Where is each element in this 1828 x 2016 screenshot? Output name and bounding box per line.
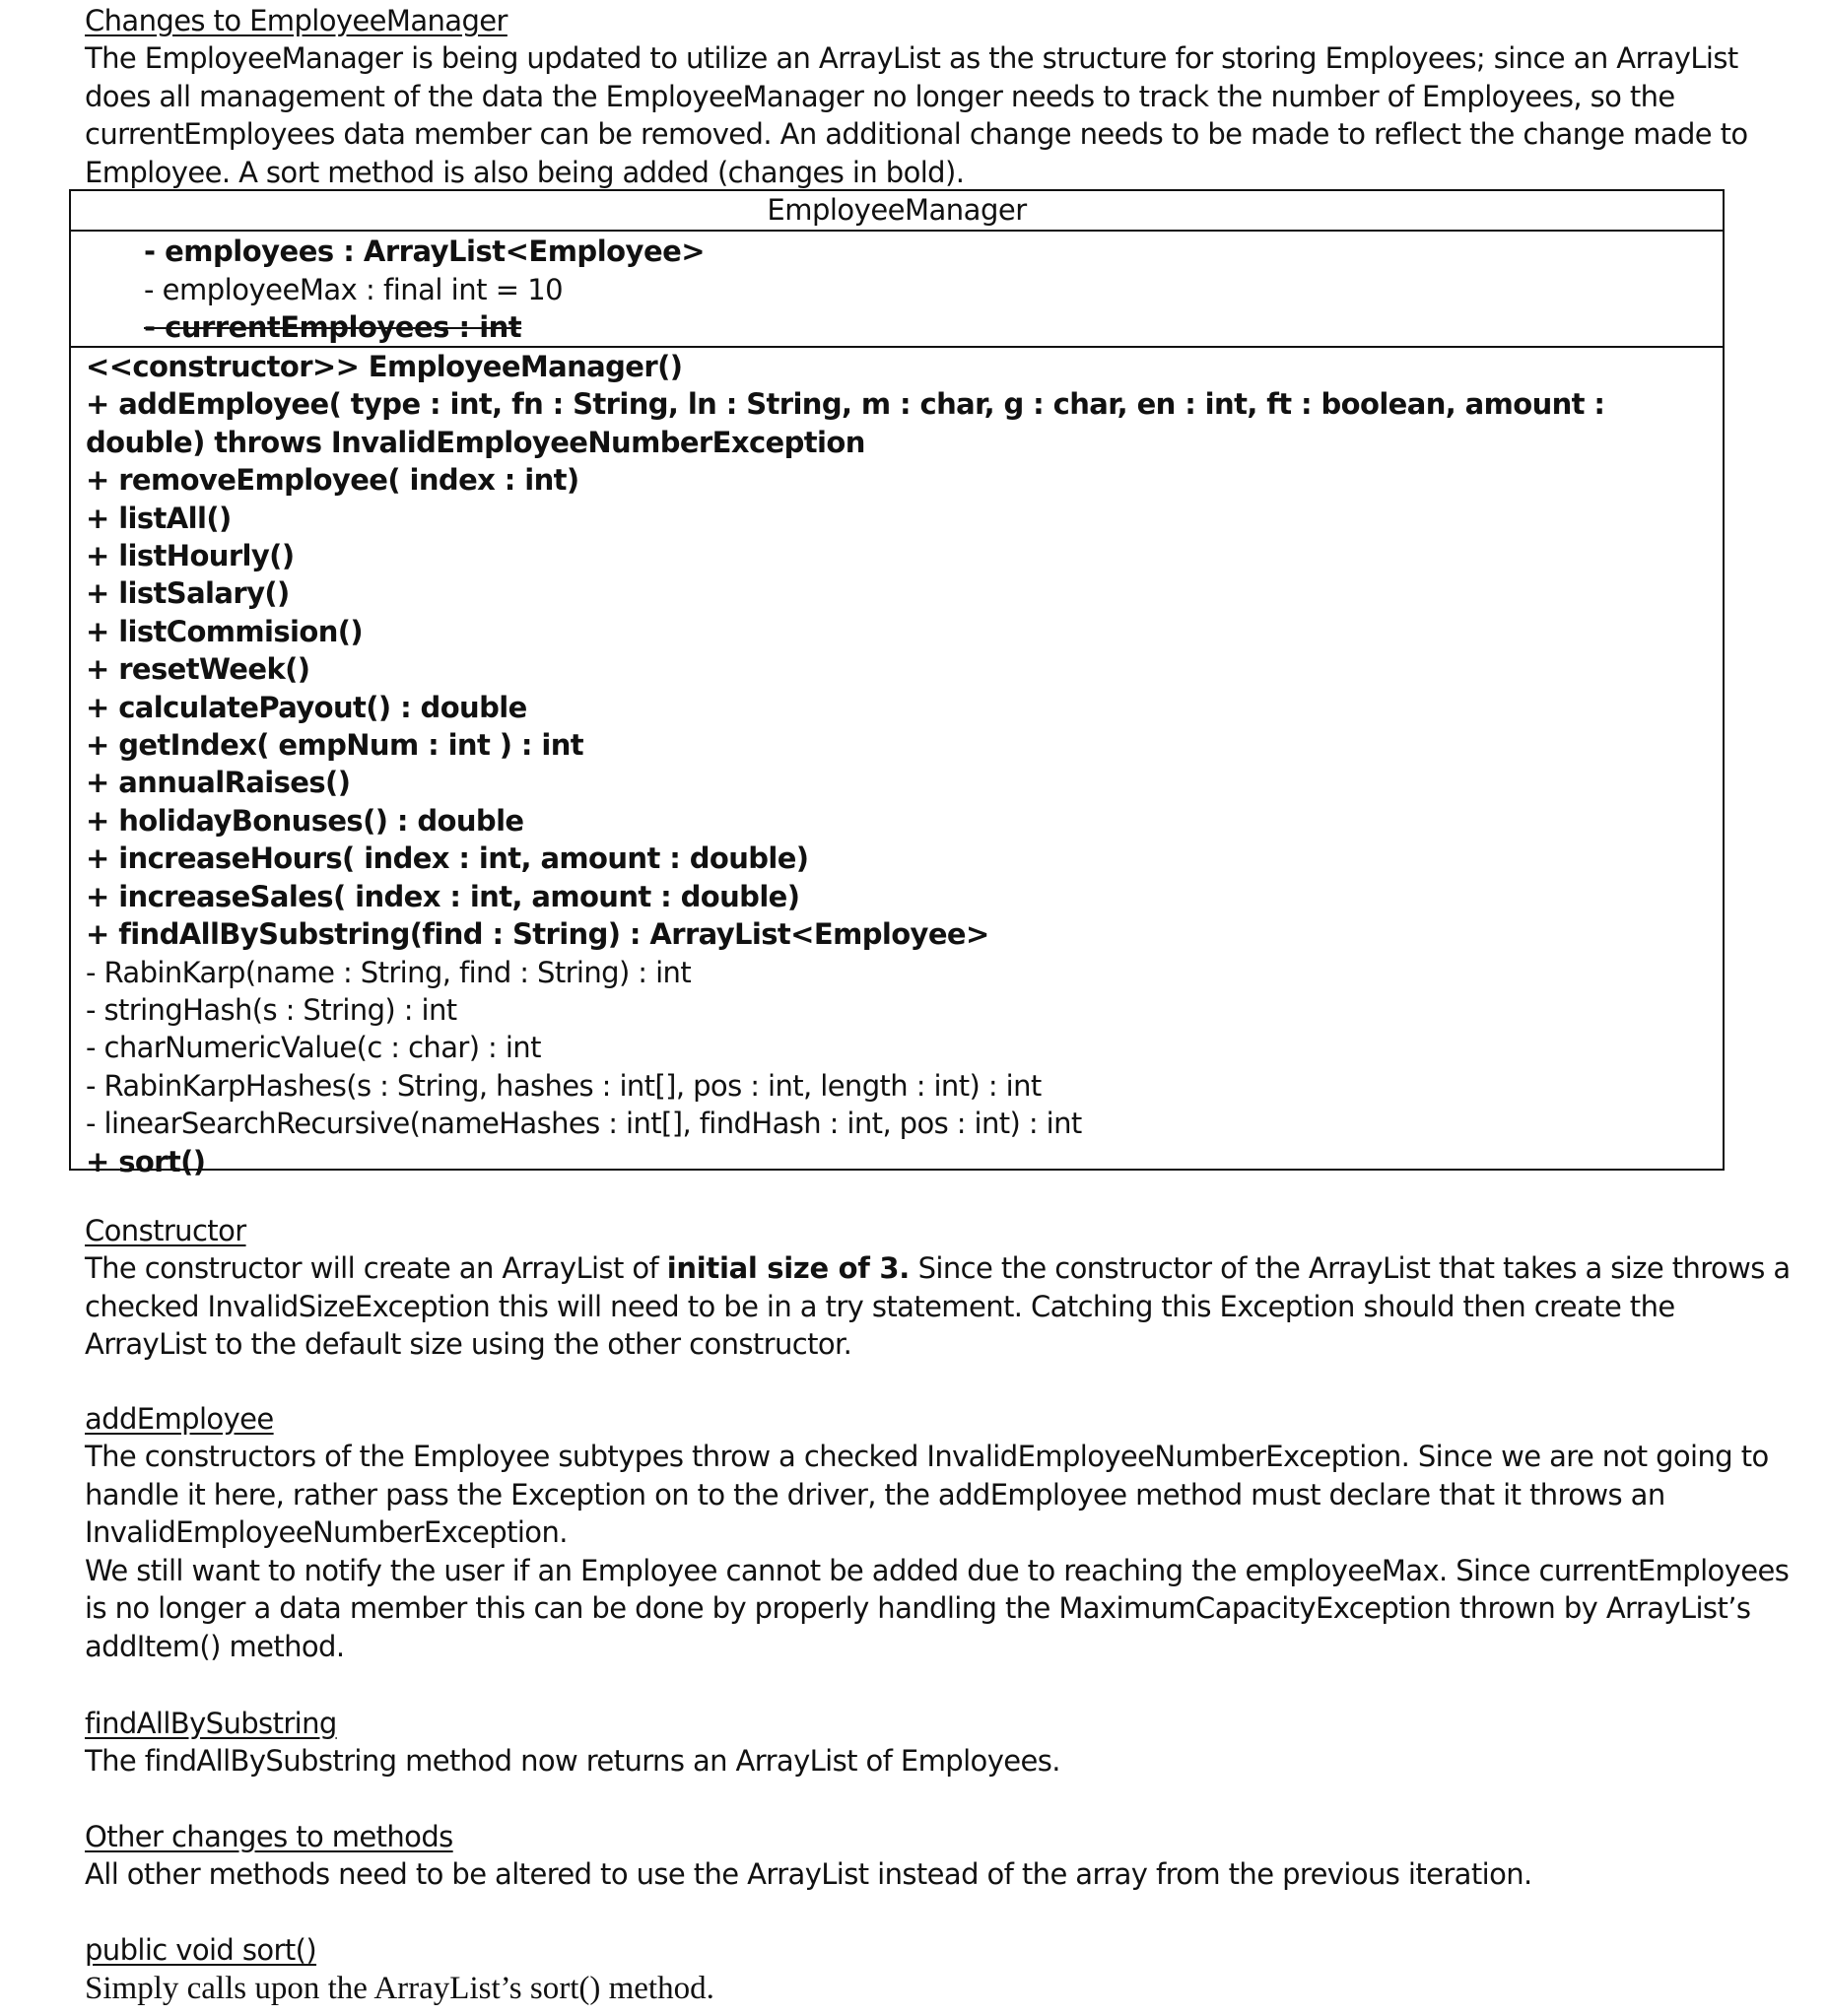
sort-paragraph: Simply calls upon the ArrayList’s sort() method. bbox=[85, 1971, 714, 2006]
other-changes-paragraph: All other methods need to be altered to use the ArrayList instead of the array from the previous iteration. bbox=[85, 1857, 1532, 1891]
uml-method: + calculatePayout() : double bbox=[86, 690, 527, 724]
uml-method: + listAll() bbox=[86, 501, 232, 535]
uml-method: + increaseSales( index : int, amount : double) bbox=[86, 879, 800, 913]
uml-attribute: - employeeMax : final int = 10 bbox=[144, 272, 564, 306]
constructor-text-start: The constructor will create an ArrayList of bbox=[85, 1251, 667, 1285]
uml-class-diagram bbox=[69, 189, 1725, 1178]
constructor-heading: Constructor bbox=[85, 1214, 246, 1247]
uml-method: + listSalary() bbox=[86, 576, 290, 611]
constructor-paragraph bbox=[85, 1249, 1799, 1364]
uml-method: + listCommision() bbox=[86, 614, 364, 648]
uml-method: - linearSearchRecursive(nameHashes : int[], findHash : int, pos : int) : int bbox=[86, 1107, 1082, 1141]
uml-attribute-removed: - currentEmployees : int bbox=[144, 310, 522, 344]
sort-heading: public void sort() bbox=[85, 1933, 317, 1967]
add-employee-paragraph-1: The constructors of the Employee subtypes throw a checked InvalidEmployeeNumberException. Since we are not going to handle it here, rather pass the Exception on to the driver, the addEmployee method must declare that it throws an InvalidEmployeeNumberException. bbox=[85, 1440, 1769, 1549]
uml-methods bbox=[71, 348, 1723, 1180]
add-employee-section bbox=[85, 1438, 1799, 1665]
other-changes-heading: Other changes to methods bbox=[85, 1820, 453, 1853]
intro-paragraph: The EmployeeManager is being updated to utilize an ArrayList as the structure for storing Employees; since an ArrayList does all management of the data the EmployeeManager no longer needs to track the number of Employees, so the currentEmployees data member can be removed. An additional change needs to be made to reflect the change made to Employee. A sort method is also being added (changes in bold). bbox=[85, 41, 1748, 189]
uml-method: - stringHash(s : String) : int bbox=[86, 992, 457, 1027]
intro-heading: Changes to EmployeeManager bbox=[85, 4, 508, 37]
uml-method: + listHourly() bbox=[86, 539, 295, 573]
uml-class-name: EmployeeManager bbox=[71, 191, 1723, 232]
find-all-heading: findAllBySubstring bbox=[85, 1707, 337, 1740]
constructor-text-end: Since the constructor of the ArrayList that takes a size throws a checked InvalidSizeException this will need to be in a try statement. Catching this Exception should then create the ArrayList to the default size using the other constructor. bbox=[85, 1251, 1791, 1361]
uml-method: + addEmployee( type : int, fn : String, ln : String, m : char, g : char, en : int, ft : boolean, amount : double) throws InvalidEmployeeNumberException bbox=[86, 387, 1605, 459]
uml-method: + holidayBonuses() : double bbox=[86, 803, 524, 838]
uml-attributes bbox=[71, 232, 1723, 348]
uml-method: + getIndex( empNum : int ) : int bbox=[86, 728, 584, 763]
add-employee-heading: addEmployee bbox=[85, 1402, 274, 1436]
uml-method: - RabinKarp(name : String, find : String) : int bbox=[86, 955, 692, 989]
uml-method: + removeEmployee( index : int) bbox=[86, 463, 579, 498]
uml-method: + sort() bbox=[86, 1144, 206, 1178]
find-all-paragraph: The findAllBySubstring method now returns an ArrayList of Employees. bbox=[85, 1744, 1060, 1778]
uml-method: + annualRaises() bbox=[86, 766, 351, 800]
uml-method: + increaseHours( index : int, amount : double) bbox=[86, 841, 809, 876]
uml-method: - charNumericValue(c : char) : int bbox=[86, 1031, 541, 1065]
uml-method: - RabinKarpHashes(s : String, hashes : int[], pos : int, length : int) : int bbox=[86, 1068, 1042, 1103]
uml-method: + resetWeek() bbox=[86, 652, 310, 687]
uml-attribute: - employees : ArrayList<Employee> bbox=[144, 235, 706, 268]
uml-method: <<constructor>> EmployeeManager() bbox=[86, 350, 683, 383]
constructor-text-bold: initial size of 3. bbox=[666, 1251, 910, 1285]
uml-method: + findAllBySubstring(find : String) : ArrayList<Employee> bbox=[86, 917, 989, 952]
add-employee-paragraph-2: We still want to notify the user if an Employee cannot be added due to reaching the employeeMax. Since currentEmployees is no longer a data member this can be done by properly handling the MaximumCapacityException thrown by ArrayList’s addItem() method. bbox=[85, 1553, 1790, 1663]
